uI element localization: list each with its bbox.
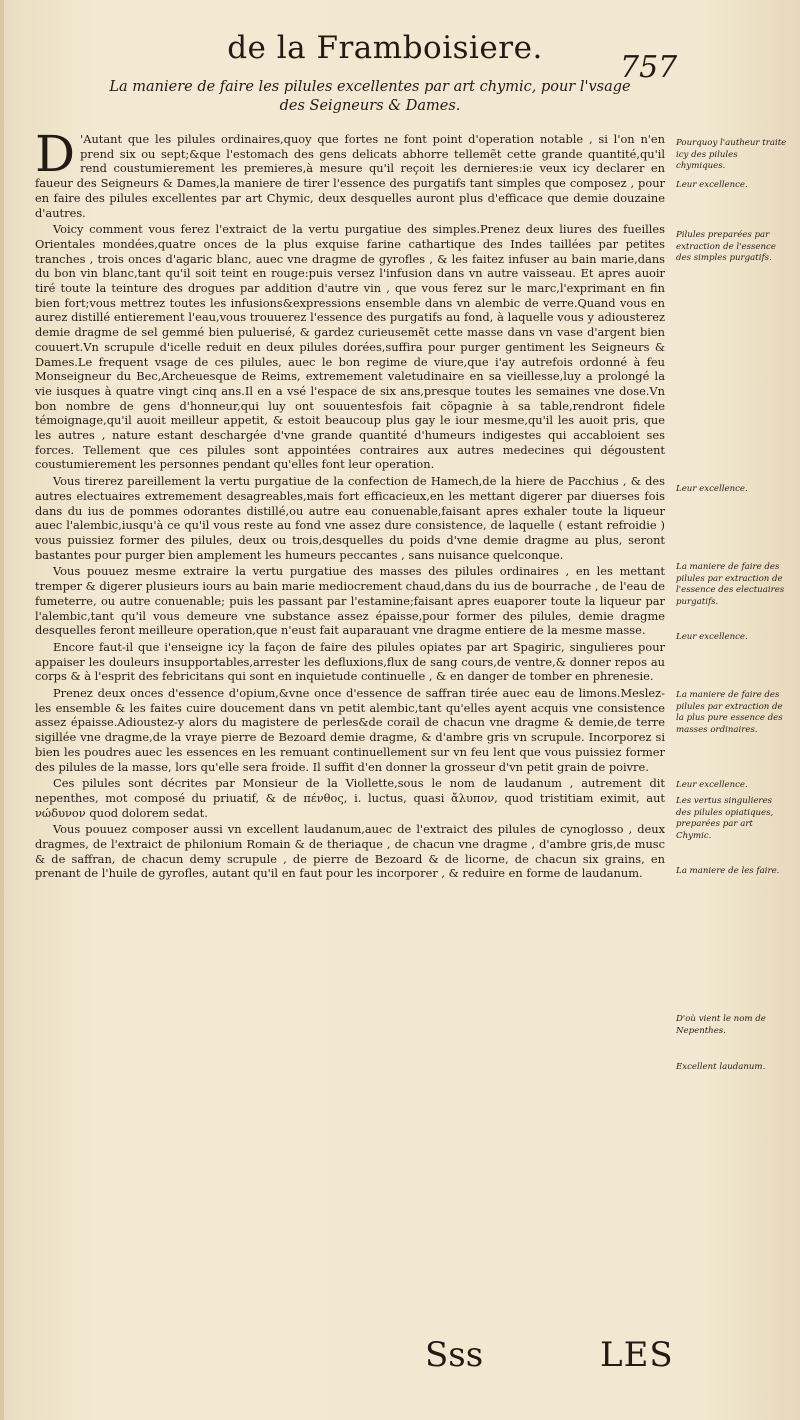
catchword: LES: [600, 1335, 674, 1375]
page-number: 757: [620, 50, 678, 85]
margin-note: Leur excellence.: [676, 484, 748, 494]
margin-note: La maniere de les faire.: [676, 866, 780, 876]
margin-note: Pourquoy l'autheur traite icy des pilules chymiques.: [676, 138, 787, 171]
margin-note: Les vertus singulieres des pilules opiatiques, preparées par art Chymic.: [676, 796, 774, 841]
paragraph: Ces pilules sont décrites par Monsieur de la Viollette,sous le nom de laudanum , autrement dit nepenthes, mot composé du priuatif, & de πένθος, i. luctus, quasi ἄλυπον, quod tristitiam eximit, aut νώδυνον quod dolorem sedat.: [35, 776, 665, 820]
paragraph: Vous pouuez composer aussi vn excellent laudanum,auec de l'extraict des pilules de cynoglosso , deux dragmes, de l'extraict de philonium Romain & de theriaque , de chacun vne dragme , d'ambre gris,de musc & de saffran, de chacun demy scrupule , de pierre de Bezoard & de licorne, de chacun six grains, en prenant de l'huile de gyrofles, autant qu'il en faut pour les incorporer , & reduire en forme de laudanum.: [35, 822, 665, 881]
paragraph: Prenez deux onces d'essence d'opium,&vne once d'essence de saffran tirée auec eau de limons.Meslez-les ensemble & les faites cuire doucement dans vn petit alembic,tant qu'elles ayent acquis vne consistence assez épaisse.Adioustez-y alors du magistere de perles&de corail de chacun vne dragme & demie,de terre sigillée vne dragme,de la vraye pierre de Bezoard demie dragme, & d'ambre gris vn scrupule. Incorporez si bien les poudres auec les essences en les remuant continuellement sur vn feu lent que vous puissiez former des pilules de la masse, lors qu'elle sera froide. Il suffit d'en donner la grosseur d'vn petit grain de poivre.: [35, 686, 665, 774]
drop-cap: D: [35, 125, 76, 183]
signature-mark: Sss: [425, 1335, 484, 1375]
main-text-column: [35, 125, 666, 883]
margin-note: Excellent laudanum.: [676, 1062, 766, 1072]
margin-note: Pilules preparées par extraction de l'essence des simples purgatifs.: [676, 230, 776, 263]
page-gutter-shadow: [0, 0, 4, 1420]
paragraph: Vous pouuez mesme extraire la vertu purgatiue des masses des pilules ordinaires , en les mettant tremper & digerer plusieurs iours au bain marie mediocrement chaud,dans du ius de bourrache , de l'eau de fumeterre, ou autre conuenable; puis les passant par l'estamine;faisant apres euaporer toute la liqueur par l'alembic,tant qu'il vous demeure vne substance assez épaisse,pour former des pilules, demie dragme desquelles feront meilleure operation,que n'eust fait auparauant vne dragme entiere de la mesme masse.: [35, 564, 666, 638]
paragraph: D 'Autant que les pilules ordinaires,quoy que fortes ne font point d'operation notable , si l'on n'en prend six ou sept;&que l'estomach des gens delicats abhorre tellemẽt cette grande quantité,qu'il rend coustumierement les premieres,à mesure qu'il reçoit les dernieres:ie veux icy declarer en faueur des Seigneurs & Dames,la maniere de tirer l'essence des purgatifs tant simples que composez , pour en faire des pilules excellentes par art Chymic, deux desquelles auront plus d'efficace que demie douzaine d'autres.: [35, 125, 665, 220]
paragraph: Encore faut-il que i'enseigne icy la façon de faire des pilules opiates par art Spagiric, singulieres pour appaiser les douleurs insupportables,arrester les defluxions,flux de sang cours,de ventre,& donner repos au corps & à l'esprit des febricitans qui sont en inquietude continuelle , & en danger de tomber en phrenesie.: [35, 639, 665, 684]
margin-note: Leur excellence.: [676, 180, 748, 190]
chapter-title: La maniere de faire les pilules excellentes par art chymic, pour l'vsage des Seigneurs & Dames.: [109, 79, 631, 114]
margin-note: La maniere de faire des pilules par extraction de l'essence des electuaires purgatifs.: [676, 562, 785, 607]
running-head: de la Framboisiere.: [227, 30, 543, 66]
margin-note: Leur excellence.: [676, 780, 748, 790]
margin-note: Leur excellence.: [676, 632, 748, 642]
margin-note: D'où vient le nom de Nepenthes.: [676, 1014, 766, 1036]
paragraph: Vous tirerez pareillement la vertu purgatiue de la confection de Hamech,de la hiere de Pacchius , & des autres electuaires extremement desagreables,mais fort efficacieux,en les mettant digerer par diuerses fois dans du ius de pommes odorantes distillé,ou autre eau conuenable,faisant apres exhaler toute la liqueur auec l'alembic,iusqu'à ce qu'il vous reste au fond vne assez dure consistence, de laquelle ( estant refroidie ) vous puissiez former des pilules, deux ou trois,desquelles du poids d'vne demie dragme au plus, seront bastantes pour purger bien amplement les humeurs peccantes , sans nuisance quelconque.: [35, 474, 665, 562]
margin-note: La maniere de faire des pilules par extraction de la plus pure essence des masses ordinaires.: [676, 690, 783, 735]
paragraph: Voicy comment vous ferez l'extraict de la vertu purgatiue des simples.Prenez deux liures des fueilles Orientales mondées,quatre onces de la plus exquise farine cathartique des Indes taillées par petites tranches , trois onces d'agaric blanc, auec vne dragme de gyrofles , & les faitez infuser au bain marie,dans du bon vin blanc,tant qu'il soit teint en rouge:puis versez l'infusion dans vn autre vaisseau. Et apres auoir tiré toute la teinture des drogues par addition d'autre vin , que vous ferez sur le marc,l'exprimant en fin bien fort;vous mettrez toutes les infusions&expressions ensemble dans vn alembic de verre.Quand vous en aurez distillé entierement l'eau,vous trouuerez l'essence des purgatifs au fond, à laquelle vous y adiousterez demie dragme de sel gemmé bien puluerisé, & gardez curieusemẽt cette masse dans vn vase d'argent bien couuert.Vn scrupule d'icelle reduit en deux pilules dorées,suffira pour purger gentiment les Seigneurs & Dames.Le frequent vsage de ces pilules, auec le bon regime de viure,que i'ay autrefois ordonné à feu Monseigneur du Bec,Archeuesque de Reims, extremement valetudinaire en sa vieillesse,luy a prolongé la vie iusques à quatre vingt cinq ans.Il en a vsé l'espace de six ans,presque toutes les semaines vne dose.Vn bon nombre de gens d'honneur,qui luy ont souuentesfois fait cõpagnie à sa table,rendront fidele témoignage,qu'il auoit meilleur appetit, & estoit beaucoup plus gay le iour mesme,qu'il les auoit pris, que les autres , nature estant deschargée d'vne grande quantité d'humeurs indigestes qui accabloient ses forces. Tellement que ces pilules sont appointées contraires aux autres medecines qui dégoustent coustumierement les personnes pendant qu'elles font leur operation.: [35, 222, 665, 472]
